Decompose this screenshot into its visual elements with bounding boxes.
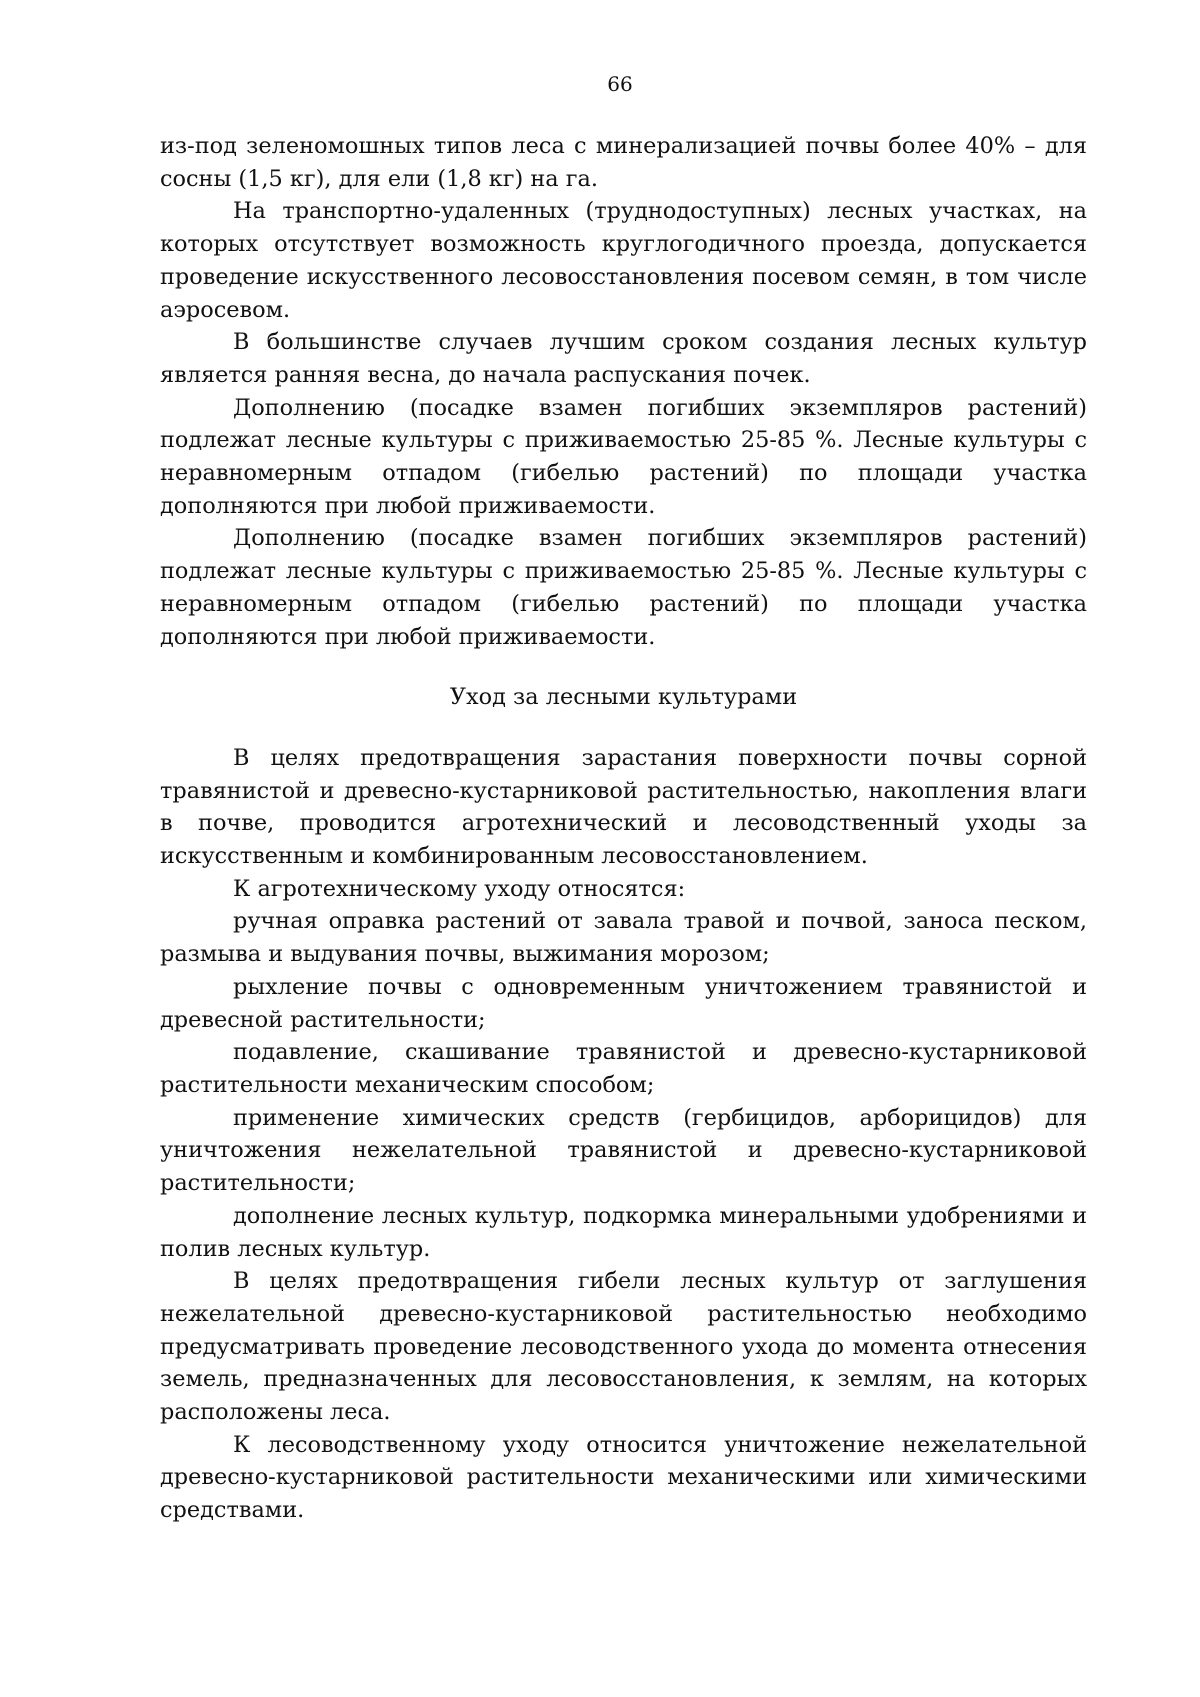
- paragraph: В большинстве случаев лучшим сроком создания лесных культур является ранняя весна, до начала распускания почек.: [160, 329, 1087, 388]
- list-item: дополнение лесных культур, подкормка минеральными удобрениями и полив лесных культур.: [160, 1202, 1087, 1262]
- paragraph: К агротехническому уходу относятся:: [233, 875, 686, 902]
- page-number: 66: [607, 72, 633, 96]
- list-item: применение химических средств (гербицидов, арборицидов) для уничтожения нежелательной травянистой и древесно-кустарниковой растительности;: [160, 1104, 1087, 1197]
- paragraph: На транспортно-удаленных (труднодоступных) лесных участках, на которых отсутствует возможность круглогодичного проезда, допускается проведение искусственного лесовосстановления посевом семян, в том числе аэросевом.: [160, 198, 1087, 323]
- list-item: подавление, скашивание травянистой и древесно-кустарниковой растительности механическим способом;: [160, 1039, 1087, 1098]
- list-item: ручная оправка растений от завала травой и почвой, заноса песком, размыва и выдувания почвы, выжимания морозом;: [160, 908, 1087, 968]
- paragraph: В целях предотвращения зарастания поверхности почвы сорной травянистой и древесно-кустарниковой растительностью, накопления влаги в почве, проводится агротехнический и лесоводственный уходы за искусственным и комбинированным лесовосстановлением.: [160, 744, 1087, 870]
- paragraph: В целях предотвращения гибели лесных культур от заглушения нежелательной древесно-кустарниковой растительностью необходимо предусматривать проведение лесоводственного ухода до момента отнесения земель, предназначенных для лесовосстановления, к землям, на которых расположены леса.: [160, 1268, 1087, 1426]
- paragraph: Дополнению (посадке взамен погибших экземпляров растений) подлежат лесные культуры с приживаемостью 25-85 %. Лесные культуры с неравномерным отпадом (гибелью растений) по площади участка дополняются при любой приживаемости.: [160, 394, 1087, 519]
- paragraph: К лесоводственному уходу относится уничтожение нежелательной древесно-кустарниковой растительности механическими или химическими средствами.: [160, 1431, 1087, 1524]
- document-body: [160, 130, 1087, 1527]
- paragraph: из-под зеленомошных типов леса с минерализацией почвы более 40% – для сосны (1,5 кг), для ели (1,8 кг) на га.: [160, 133, 1087, 192]
- section-heading: Уход за лесными культурами: [449, 684, 798, 711]
- paragraph: Дополнению (посадке взамен погибших экземпляров растений) подлежат лесные культуры с приживаемостью 25-85 %. Лесные культуры с неравномерным отпадом (гибелью растений) по площади участка дополняются при любой приживаемости.: [160, 525, 1087, 650]
- list-item: рыхление почвы с одновременным уничтожением травянистой и древесной растительности;: [160, 973, 1087, 1033]
